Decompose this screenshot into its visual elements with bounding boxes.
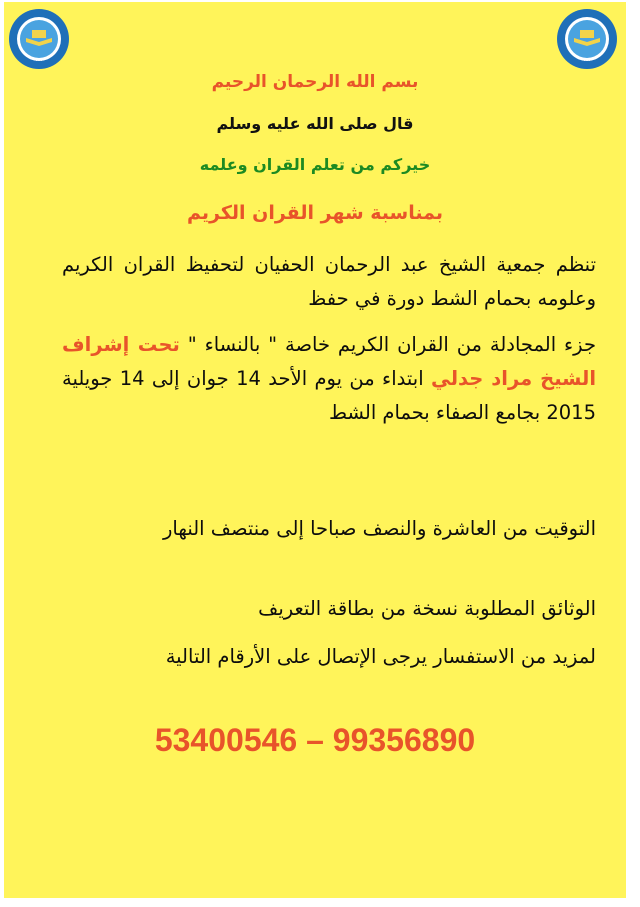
svg-text:•••: •••: [583, 58, 591, 63]
basmala-heading: بسم الله الرحمان الرحيم: [211, 72, 419, 92]
documents-paragraph: الوثائق المطلوبة نسخة من بطاقة التعريف: [258, 597, 596, 620]
course-details-paragraph: [62, 328, 596, 430]
contact-paragraph: لمزيد من الاستفسار يرجى الإتصال على الأرقام التالية: [165, 645, 596, 668]
course-details-text: جزء المجادلة من القران الكريم خاصة " بالنساء ": [187, 333, 596, 356]
hadith-text: خيركم من تعلم القران وعلمه: [199, 155, 431, 174]
association-logo-left: [8, 8, 70, 70]
supervisor-highlight: تحت إشراف الشيخ مراد جدلي: [62, 333, 597, 390]
hadith-intro: قال صلى الله عليه وسلم: [216, 114, 414, 133]
flyer-page: [4, 2, 626, 898]
course-dates-text: ابتداء من يوم الأحد 14 جوان إلى 14 جويلية 2015 بجامع الصفاء بحمام الشط: [62, 367, 596, 424]
association-logo-right: [556, 8, 618, 70]
svg-text:•••: •••: [35, 58, 43, 63]
phone-numbers: 53400546 – 99356890: [154, 722, 476, 758]
announcement-paragraph: تنظم جمعية الشيخ عبد الرحمان الحفيان لتحفيظ القران الكريم وعلومه بحمام الشط دورة في حفظ: [62, 253, 596, 310]
occasion-heading: بمناسبة شهر القران الكريم: [186, 202, 444, 224]
schedule-paragraph: التوقيت من العاشرة والنصف صباحا إلى منتصف النهار: [162, 517, 596, 540]
